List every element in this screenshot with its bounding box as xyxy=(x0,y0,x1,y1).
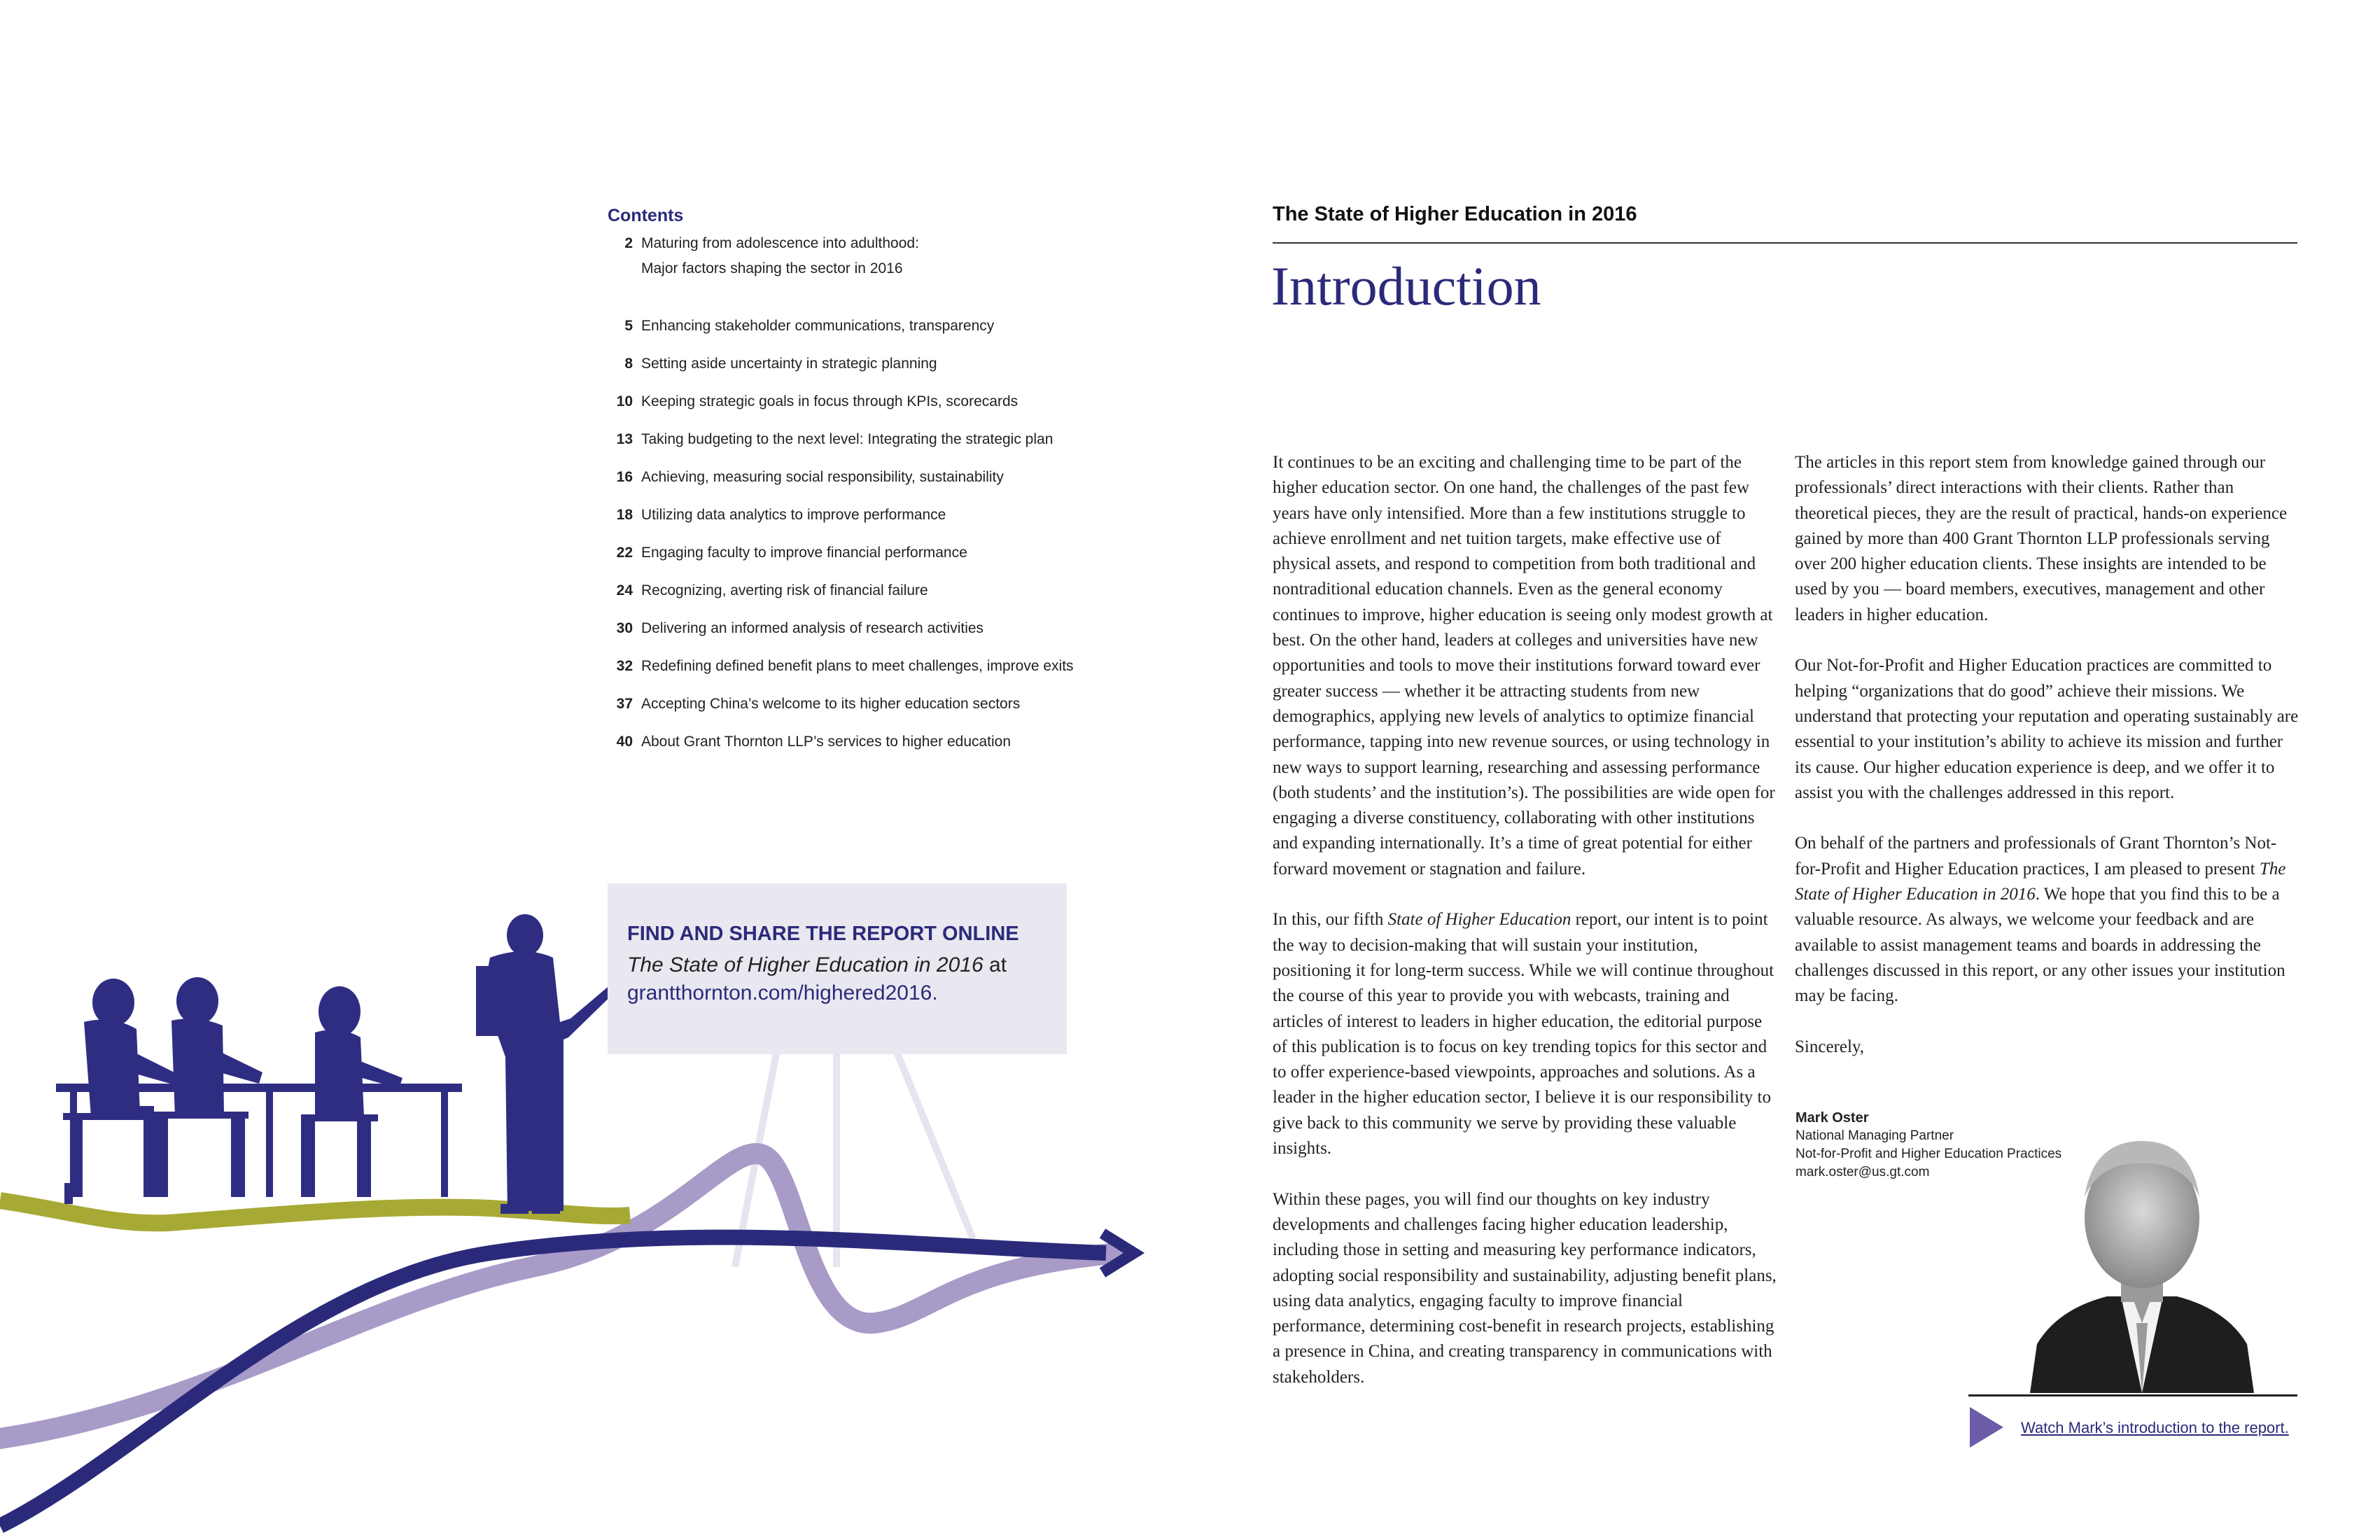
share-url[interactable]: grantthornton.com/highered2016 xyxy=(627,981,932,1004)
share-title: The State of Higher Education in 2016 xyxy=(627,953,983,976)
toc-page-number: 24 xyxy=(616,582,633,598)
play-icon[interactable] xyxy=(1968,1406,2005,1449)
signatory-name: Mark Oster xyxy=(1795,1110,1869,1126)
portrait-photo xyxy=(2016,1113,2268,1393)
toc-page-number: 32 xyxy=(616,658,633,674)
toc-entry-label: Utilizing data analytics to improve performance xyxy=(641,507,946,523)
body-column-2 xyxy=(1795,450,2300,1085)
photo-divider xyxy=(1968,1394,2297,1396)
toc-page-number: 37 xyxy=(616,696,633,712)
toc-page-number: 10 xyxy=(616,393,633,410)
report-title: The State of Higher Education in 2016 xyxy=(1273,203,1637,225)
toc-entry-label: Setting aside uncertainty in strategic planning xyxy=(641,356,937,372)
closing: Sincerely, xyxy=(1795,1037,1865,1056)
toc-page-number: 16 xyxy=(616,469,633,485)
toc-page-number: 13 xyxy=(616,431,633,447)
toc-page-number: 18 xyxy=(616,507,633,523)
contents-title: Contents xyxy=(608,206,684,225)
toc-entry-label: About Grant Thornton LLP’s services to higher education xyxy=(641,734,1011,750)
paragraph: Within these pages, you will find our thoughts on key industry developments and challenges facing higher education leadership, including those in setting and measuring key performance indicators, adopting social responsibility and sustainability, adjusting benefit plans, using data analytics, engaging faculty to improve financial performance, determining cost-benefit in research projects, establishing a presence in China, and creating transparency in communications with stakeholders. xyxy=(1273,1189,1777,1387)
paragraph-italic: The State of Higher Education in 2016 xyxy=(1795,859,2286,904)
paragraph: It continues to be an exciting and challenging time to be part of the higher education sector. On one hand, the challenges of the past few years have only intensified. More than a few institutions struggle to achieve enrollment and net tuition targets, make effective use of physical assets, and respond to competition from both traditional and nontraditional education channels. Even as the general economy continues to improve, higher education is seeing only modest growth at best. On the other hand, leaders at colleges and universities have new opportunities and tools to move their institutions forward toward ever greater success — whether it be attracting students from new demographics, applying new levels of analytics to optimize financial performance, tapping into new revenue sources, or using technology in new ways to support learning, researching and assessing performance (both students’ and the institution’s). The possibilities are wide open for engaging a diverse constituency, collaborating with other institutions and expanding internationally. It’s a time of great potential for either forward movement or stagnation and failure. xyxy=(1273,453,1775,878)
page-heading: Introduction xyxy=(1271,255,1541,316)
paragraph: The articles in this report stem from knowledge gained through our professionals’ direct interactions with their clients. Rather than theoretical pieces, they are the result of practical, hands-on experience gained by more than 400 Grant Thornton LLP professionals serving over 200 higher education clients. These insights are intended to be used by you — board members, executives, management and other leaders in higher education. xyxy=(1795,453,2288,624)
share-url-line xyxy=(627,981,938,1005)
share-at: at xyxy=(983,953,1007,976)
share-heading: FIND AND SHARE THE REPORT ONLINE xyxy=(627,923,1019,945)
paragraph-lead: On behalf of the partners and professionals of Grant Thornton’s Not-for-Profit and Higher Education practices, I am pleased to present xyxy=(1795,834,2277,878)
toc-entry-label: Major factors shaping the sector in 2016 xyxy=(641,260,903,276)
toc-page-number: 30 xyxy=(616,620,633,636)
body-column-1 xyxy=(1273,450,1777,1415)
paragraph-rest: . We hope that you find this to be a valuable resource. As always, we welcome your feedback and are available to assist management teams and boards in addressing the challenges discussed in this report, or any other issues your institution may be facing. xyxy=(1795,885,2286,1006)
toc-entry-label: Keeping strategic goals in focus through KPIs, scorecards xyxy=(641,393,1018,410)
signatory-title: National Managing Partner xyxy=(1795,1128,1954,1143)
toc-entry-label: Accepting China’s welcome to its higher education sectors xyxy=(641,696,1021,712)
toc-entry-label: Engaging faculty to improve financial performance xyxy=(641,545,967,561)
paragraph: Our Not-for-Profit and Higher Education practices are committed to helping “organizations that do good” achieve their missions. We understand that protecting your reputation and operating sustainably are essential to your institution’s ability to achieve its mission and further its cause. Our higher education experience is deep, and we offer it to assist you with the challenges addressed in this report. xyxy=(1795,656,2299,802)
toc-entry-label: Taking budgeting to the next level: Integrating the strategic plan xyxy=(641,431,1054,447)
paragraph-rest: report, our intent is to point the way to decision-making that will sustain your institution, positioning it for long-term success. While we will continue throughout the course of this year to provide you with webcasts, training and articles of interest to leaders in higher education, the editorial purpose of this publication is to focus on key trending topics for this sector and to offer experience-based viewpoints, approaches and solutions. As a leader in the higher education sector, I believe it is our responsibility to give back to this community we serve by providing these valuable insights. xyxy=(1273,910,1774,1158)
share-report-box xyxy=(608,883,1067,1054)
toc-page-number: 5 xyxy=(624,318,633,334)
paragraph xyxy=(1795,831,2300,1009)
paragraph-lead: In this, our fifth xyxy=(1273,910,1388,930)
toc-page-number: 8 xyxy=(624,356,633,372)
toc-entry-label: Recognizing, averting risk of financial failure xyxy=(641,582,928,598)
paragraph-italic: State of Higher Education xyxy=(1387,910,1572,930)
toc-entry-label: Maturing from adolescence into adulthood: xyxy=(641,235,919,251)
toc-entry-label: Achieving, measuring social responsibility, sustainability xyxy=(641,469,1004,485)
share-url-period: . xyxy=(932,981,938,1004)
signatory-email[interactable]: mark.oster@us.gt.com xyxy=(1795,1165,1930,1180)
header-divider xyxy=(1273,242,2297,244)
signatory-department: Not-for-Profit and Higher Education Practices xyxy=(1795,1147,2062,1161)
toc-page-number: 22 xyxy=(616,545,633,561)
watch-video-link[interactable]: Watch Mark’s introduction to the report. xyxy=(2021,1419,2289,1436)
toc-entry-label: Redefining defined benefit plans to meet challenges, improve exits xyxy=(641,658,1074,674)
toc-entry-label: Enhancing stakeholder communications, transparency xyxy=(641,318,995,334)
toc-page-number: 40 xyxy=(616,734,633,750)
toc-entry-label: Delivering an informed analysis of research activities xyxy=(641,620,984,636)
navy-swoosh xyxy=(0,1238,1106,1526)
paragraph xyxy=(1273,907,1777,1161)
teacher-silhouette xyxy=(476,914,622,1214)
toc-page-number: 2 xyxy=(624,235,633,251)
share-title-line xyxy=(627,953,1007,977)
